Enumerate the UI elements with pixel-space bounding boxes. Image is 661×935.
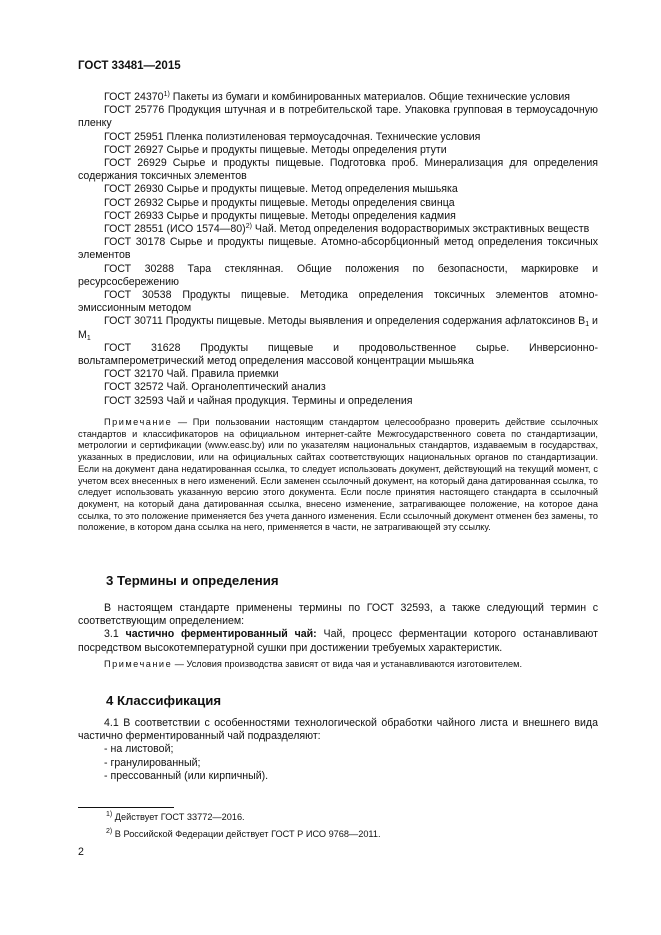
note-label: Примечание xyxy=(104,659,173,669)
reference-item: ГОСТ 31628 Продукты пищевые и продовольственное сырье. Инверсионно-вольтамперометрический метод определения массовой концентрации мышьяка xyxy=(78,341,598,368)
list-item: - прессованный (или кирпичный). xyxy=(104,769,269,782)
footnote-2: $^{2)}$ В Российской Федерации действует ГОСТ Р ИСО 9768—2011. xyxy=(106,828,381,839)
reference-item: ГОСТ 26929 Сырье и продукты пищевые. Подготовка проб. Минерализация для определения содержания токсичных элементов xyxy=(78,157,598,183)
normative-references-list xyxy=(78,91,598,408)
reference-item: ГОСТ 26930 Сырье и продукты пищевые. Метод определения мышьяка xyxy=(104,183,458,196)
references-note xyxy=(78,417,598,534)
reference-item: ГОСТ 32170 Чай. Правила приемки xyxy=(104,368,279,381)
reference-item: ГОСТ 24370$^{1)}$ Пакеты из бумаги и комбинированных материалов. Общие технические условия xyxy=(104,91,570,103)
document-header: ГОСТ 33481—2015 xyxy=(78,60,181,72)
list-item: - гранулированный; xyxy=(104,756,201,769)
reference-item: ГОСТ 25951 Пленка полиэтиленовая термоусадочная. Технические условия xyxy=(104,130,481,143)
note-text: — Условия производства зависят от вида чая и устанавливаются изготовителем. xyxy=(172,659,523,669)
section-3-body xyxy=(78,602,598,655)
reference-item: ГОСТ 26927 Сырье и продукты пищевые. Методы определения ртути xyxy=(104,143,447,156)
list-item: - на листовой; xyxy=(104,743,174,756)
term-definition: 3.1 частично ферментированный чай: Чай, процесс ферментации которого останавливают посредством высокотемпературной сушки при достижении требуемых характеристик. xyxy=(78,628,599,654)
reference-item: ГОСТ 30711 Продукты пищевые. Методы выявления и определения содержания афлатоксинов $В_1$ и $М_1$ xyxy=(78,315,598,342)
reference-item: ГОСТ 30288 Тара стеклянная. Общие положения по безопасности, маркировке и ресурсосбережению xyxy=(78,262,598,288)
reference-item: ГОСТ 28551 (ИСО 1574—80)$^{2)}$ Чай. Метод определения водорастворимых экстрактивных веществ xyxy=(104,223,590,236)
reference-item: ГОСТ 32593 Чай и чайная продукция. Термины и определения xyxy=(104,394,413,407)
note-label: Примечание xyxy=(104,417,173,427)
term-name: частично ферментированный чай: xyxy=(125,628,317,641)
page-number: 2 xyxy=(78,846,84,858)
section-4-body xyxy=(78,717,598,783)
note-text: — При пользовании настоящим стандартом целесообразно проверить действие ссылочных стандартов и классификаторов на официальном интернет-сайте Межгосударственного совета по стандартизации, метрологии и сертификации (www.easc.by) или по указателям национальных стандартов, издаваемым в государствах, указанных в предисловии, или на официальных сайтах соответствующих национальных органов по стандартизации. Если на документ дана недатированная ссылка, то следует использовать документ, действующий на текущий момент, с учетом всех внесенных в него изменений. Если заменен ссылочный документ, на который дана датированная ссылка, то следует использовать указанную версию этого документа. Если после принятия настоящего стандарта в ссылочный документ, на который дана датированная ссылка, внесено изменение, затрагивающее положение, на которое дана ссылка, то это положение применяется без учета данного изменения. Если ссылочный документ отменен без замены, то положение, в котором дана ссылка на него, применяется в части, не затрагивающей эту ссылку. xyxy=(78,417,598,533)
reference-item: ГОСТ 26932 Сырье и продукты пищевые. Методы определения свинца xyxy=(104,196,455,209)
reference-item: ГОСТ 32572 Чай. Органолептический анализ xyxy=(104,381,326,394)
section-3-title: 3 Термины и определения xyxy=(106,573,279,588)
reference-item: ГОСТ 26933 Сырье и продукты пищевые. Методы определения кадмия xyxy=(104,209,456,222)
reference-item: ГОСТ 25776 Продукция штучная и в потребительской таре. Упаковка групповая в термоусадочную пленку xyxy=(78,104,598,130)
reference-item: ГОСТ 30538 Продукты пищевые. Методика определения токсичных элементов атомно-эмиссионным методом xyxy=(78,289,598,315)
section-3-intro: В настоящем стандарте применены термины по ГОСТ 32593, а также следующий термин с соответствующим определением: xyxy=(78,602,598,628)
footnote-separator xyxy=(78,807,174,808)
footnote-1: $^{1)}$ Действует ГОСТ 33772—2016. xyxy=(106,811,245,822)
term-note xyxy=(78,659,598,671)
section-4-intro: 4.1 В соответствии с особенностями технологической обработки чайного листа и внешнего вида частично ферментированный чай подразделяют: xyxy=(78,717,598,743)
reference-item: ГОСТ 30178 Сырье и продукты пищевые. Атомно-абсорбционный метод определения токсичных элементов xyxy=(78,236,598,262)
section-4-title: 4 Классификация xyxy=(106,693,222,708)
